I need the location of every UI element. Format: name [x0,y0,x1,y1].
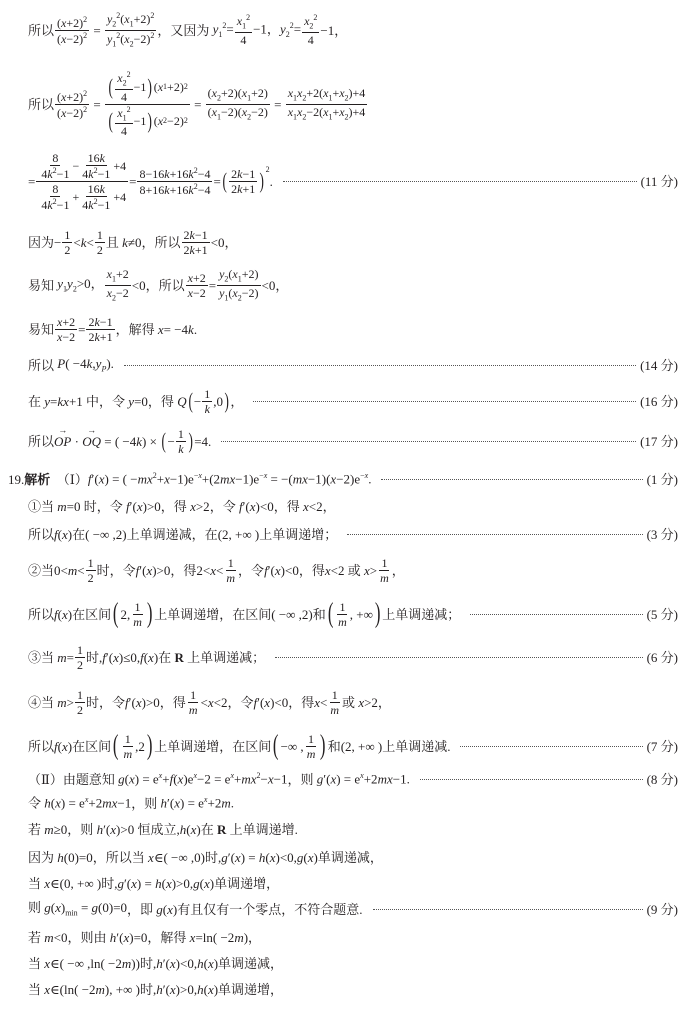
line-19: 令 $h(x) = e^x+2mx-1$ ，则 $h'(x) = e^x+2m$. [28,795,234,811]
line-17: 所以 f(x) 在区间 ( $\frac{1}{m}$ ,2 ) 上单调递增 ， 在区间 ( −∞ , $\frac{1}{m}$ ) 和 (2, +∞ ) 上单调递减 . (7 分) [28,730,678,761]
fraction: $\frac{8}{4k^2-1}$ − $\frac{16k}{4k^2-1}$ +4 $\frac{8}{4k^2-1}$ + $\frac{16k}{4k^2-1}$ +4 [36,152,128,211]
line-14: 所以 f(x) 在区间 ( 2, $\frac{1}{m}$ ) 上单调递增 ， 在区间 ( −∞ ,2) 和 ( $\frac{1}{m}$ , +∞ ) 上单调递减 ； (5 分) [28,598,678,629]
line-16: ④当 m> $\frac{1}{2}$ 时 ，令 f′(x)>0 ，得 $\frac{1}{m}$ <x<2 ，令 f′(x)<0 ，得 x< $\frac{1}{m}$ 或 x>2， [28,687,391,717]
line-21: 因为 h(0)=0， 所以 当 x∈( −∞ ,0) 时 ,g′(x) = h(x)<0,g(x)单调递减， [28,849,383,865]
text: 所以 [28,96,55,112]
line-11: ①当 m=0 时 ，令 f′(x)>0 ，得 x>2 ，令 f′(x)<0 ，得 x<2， [28,498,336,514]
score-label: (11 分) [640,173,678,189]
line-5: 易知 $y_1y_2>0$， $\frac{x_1+2}{x_2-2}$ <0， 所以 $\frac{x+2}{x-2}$ = $\frac{y_2(x_1+2)}{y_1(x_2-2)}$ <0， [28,267,289,302]
score-label: (9 分) [646,901,678,917]
line-13: ②当 0<m< $\frac{1}{2}$ 时 ，令 f′(x)>0 ，得 2<x< $\frac{1}{m}$ ，令 f′(x)<0 ，得 x<2 或 x> $\frac{1}{m}$ ， [28,555,405,585]
line-1: 所以 $\frac{(x+2)^2}{(x-2)^2}$ = $\frac{y_2^2(x_1+2)^2}{y_1^2(x_2-2)^2}$ ，又因为 $y_1^2=$ $\frac{x_1^2}{4}$ −1，$y_2^2=$ $\frac{x_2^2}{4}$ −1， [28,11,348,48]
fraction: ( $\frac{x_2^2}{4}$ −1 ) ( x 1 +2) 2 ( $\frac{x_1^2}{4}$ −1 ) ( x 2 −2) 2 [105,71,190,137]
line-24: 若 m<0 ，则由 h′(x)=0 ，解得 x=ln( −2m)， [28,929,262,945]
score-label: (14 分) [640,357,678,373]
fraction: $\frac{y_2^2(x_1+2)^2}{y_1^2(x_2-2)^2}$ [106,11,155,48]
score-label: (7 分) [646,738,678,754]
analysis-label: 解析 [24,471,51,487]
line-6: 易知 $\frac{x+2}{x-2}$ = $\frac{2k-1}{2k+1}$ ，解得 x= −4k. [28,314,198,344]
score-label: (1 分) [646,471,678,487]
line-25: 当 x∈( −∞ ,ln( −2m)) 时 ,h′(x)<0,h(x)单调递减， [28,955,284,971]
text: 所以 [28,22,55,38]
line-7: 所以 $P( -4k,y_P)$. (14 分) [28,355,678,374]
line-22: 当 x∈(0, +∞ ) 时 ,g′(x) = h(x)>0,g(x)单调递增， [28,875,280,891]
line-10: 19. 解析 （Ⅰ） f′(x) = ( $-mx^2+x-1)e^{-x}+(2mx-1)e^{-x} = -(mx-1)(x-2)e^{-x}$. (1 分) [8,471,678,487]
line-9: 所以 → OP · → OQ = ( −4k) × ( − $\frac{1}{k}$ ) =4. (17 分) [28,426,678,456]
line-20: 若 m≥0 ，则 h′(x)>0 恒成立 ,h(x) 在 R 上单调递增 . [28,821,298,837]
fraction: $\frac{(x+2)^2}{(x-2)^2}$ [57,14,88,46]
line-23: 则 $g(x)_{min} = g(0)=0$ ，即 g(x) 有且仅有一个零点，不符合题意. (9 分) [28,899,678,918]
line-15: ③当 m= $\frac{1}{2}$ 时 ,f′(x)≤0,f(x) 在 R 上单调递减 ； (6 分) [28,642,678,672]
score-label: (8 分) [646,771,678,787]
line-3: = $\frac{8}{4k^2-1}$ − $\frac{16k}{4k^2-1}$ +4 $\frac{8}{4k^2-1}$ + $\frac{16k}{4k^2-1}$ +4 = $\frac{8-16k+16k^2-4}{8+16k+16k^2-4}$ = ( $\frac{2k-1}{2k+1}$ ) $^2$ . (11 分) [28,150,678,212]
line-26: 当 x∈(ln( −2m), +∞ ) 时 ,h′(x)>0,h(x)单调递增， [28,981,284,997]
score-label: (5 分) [646,606,678,622]
line-8: 在 y=kx+1 中，令 y=0 ，得 Q ( − $\frac{1}{k}$ ,0 ) ， (16 分) [28,386,678,416]
question-number: 19. [8,471,25,487]
score-label: (6 分) [646,649,678,665]
line-2: 所以 $\frac{(x+2)^2}{(x-2)^2}$ = ( $\frac{x_2^2}{4}$ −1 ) ( x 1 +2) 2 ( $\frac{x_1^2}{4}$ −1 ) ( x 2 −2) 2 = $\frac{(x_2+2)(x_1+2)}{(x_1-2)(x_2-2)}$ = $\frac{x_1x_2+2(x_1+x_2)+4}{x_1x_2-2(x_1+x_2)+4}$ [28,70,366,138]
dot-leader [283,181,637,182]
line-12: 所以 f(x) 在 ( −∞ ,2) 上单调递减 ， 在 (2, +∞ ) 上单调递增 ； (3 分) [28,526,678,542]
score-label: (17 分) [640,433,678,449]
text: ，又因为 [157,22,210,38]
line-18: （Ⅱ） 由题意知 $g(x) = e^x+f(x)e^x-2 = e^x+mx^2-x-1$ ，则 $g'(x) = e^x+2mx-1$. (8 分) [28,771,678,787]
score-label: (16 分) [640,393,678,409]
score-label: (3 分) [646,526,678,542]
line-4: 因为 − $\frac{1}{2}$ <k< $\frac{1}{2}$ 且 k≠0， 所以 $\frac{2k-1}{2k+1}$ <0， [28,227,238,257]
